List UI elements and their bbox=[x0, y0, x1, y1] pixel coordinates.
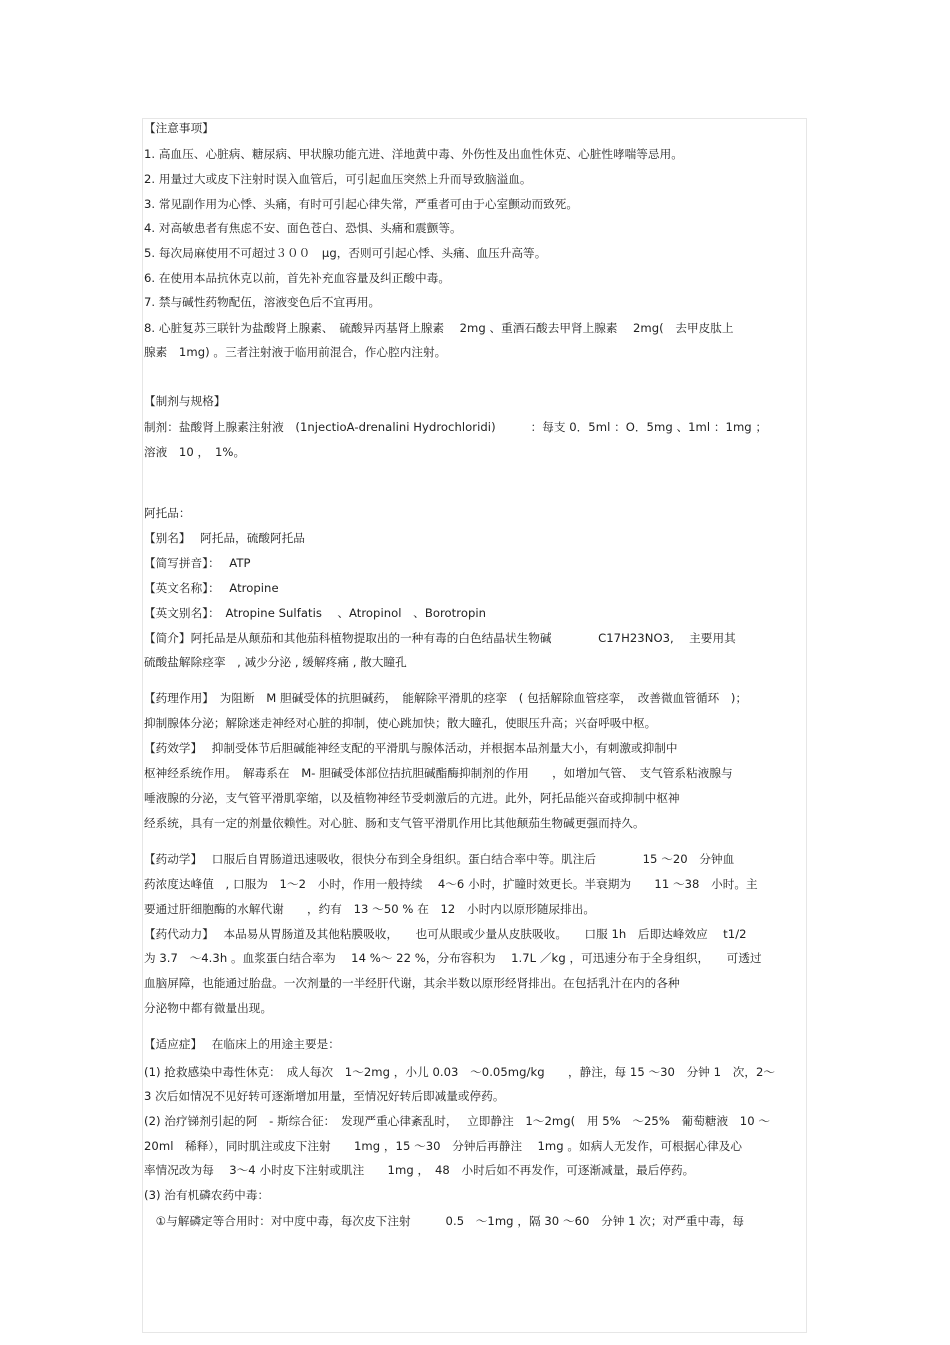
pharmacokinetics-text-continued: 药浓度达峰值 , 口服为 1～2 小时，作用一般持续 4～6 小时，扩瞳时效更长。半衰期为 11 ～38 小时。主 bbox=[144, 877, 758, 891]
pharmacodynamics-text-continued: 枢神经系统作用。 解毒系在 M- 胆碱受体部位拮抗胆碱酯酶抑制剂的作用 ，如增加气管、 支气管系粘液腺与 bbox=[144, 766, 733, 780]
pharmacokinetics-text: 【药动学】 口服后自胃肠道迅速吸收，很快分布到全身组织。蛋白结合率中等。肌注后 15 ～20 分钟血 bbox=[144, 852, 735, 866]
precaution-item: 6. 在使用本品抗休克以前，首先补充血容量及纠正酸中毒。 bbox=[144, 271, 450, 285]
english-alias-line: 【英文别名】： Atropine Sulfatis 、Atropinol 、Borotropin bbox=[144, 606, 487, 620]
drug-kinetics-text-continued: 为 3.7 ～4.3h 。血浆蛋白结合率为 14 %～ 22 %，分布容积为 1.7L ／kg ，可迅速分布于全身组织， 可透过 bbox=[144, 951, 762, 965]
preparation-text-continued: 溶液 10 ， 1%。 bbox=[144, 445, 246, 459]
indication-item-continued: 20ml 稀释），同时肌注或皮下注射 1mg ，15 ～30 分钟后再静注 1mg 。如病人无发作，可根据心律及心 bbox=[144, 1139, 743, 1153]
precaution-item: 1. 高血压、心脏病、糖尿病、甲状腺功能亢进、洋地黄中毒、外伤性及出血性休克、心脏性哮喘等忌用。 bbox=[144, 147, 683, 161]
pinyin-abbrev-line: 【简写拼音】： ATP bbox=[144, 556, 251, 570]
introduction-text: 【简介】阿托品是从颠茄和其他茄科植物提取出的一种有毒的白色结晶状生物碱 C17H23NO3, 主要用其 bbox=[144, 631, 736, 645]
precaution-item: 4. 对高敏患者有焦虑不安、面色苍白、恐惧、头痛和震颤等。 bbox=[144, 221, 462, 235]
indication-item: (1) 抢救感染中毒性休克： 成人每次 1～2mg ，小儿 0.03 ～0.05mg/kg ，静注，每 15 ～30 分钟 1 次，2～ bbox=[144, 1065, 776, 1079]
precaution-item: 5. 每次局麻使用不可超过３００ μg，否则可引起心悸、头痛、血压升高等。 bbox=[144, 246, 547, 260]
preparation-text: 制剂：盐酸肾上腺素注射液 (1njectioA-drenalini Hydrochloridi) ：每支 0．5ml ：O．5mg 、1ml ：1mg ； bbox=[144, 420, 768, 434]
pharmacodynamics-text: 【药效学】 抑制受体节后胆碱能神经支配的平滑肌与腺体活动，并根据本品剂量大小，有刺激或抑制中 bbox=[144, 741, 678, 755]
indication-item-continued: 3 次后如情况不见好转可逐渐增加用量，至情况好转后即减量或停药。 bbox=[144, 1089, 505, 1103]
indication-item-continued: 率情况改为每 3～4 小时皮下注射或肌注 1mg ， 48 小时后如不再发作，可逐渐减量，最后停药。 bbox=[144, 1163, 695, 1177]
alias-line: 【别名】 阿托品，硫酸阿托品 bbox=[144, 531, 305, 545]
pharmacology-text-continued: 抑制腺体分泌；解除迷走神经对心脏的抑制，使心跳加快；散大瞳孔，使眼压升高；兴奋呼吸中枢。 bbox=[144, 716, 657, 730]
indication-item: (3) 治有机磷农药中毒： bbox=[144, 1188, 270, 1202]
section-heading-preparations: 【制剂与规格】 bbox=[144, 394, 226, 408]
drug-kinetics-text: 【药代动力】 本品易从胃肠道及其他粘膜吸收， 也可从眼或少量从皮肤吸收。 口服 1h 后即达峰效应 t1/2 bbox=[144, 927, 747, 941]
drug-title: 阿托品： bbox=[144, 506, 191, 520]
indication-item: (2) 治疗锑剂引起的阿 - 斯综合征： 发现严重心律紊乱时， 立即静注 1～2mg( 用 5% ～25% 葡萄糖液 10 ～ bbox=[144, 1114, 771, 1128]
drug-kinetics-text-continued: 分泌物中都有微量出现。 bbox=[144, 1001, 273, 1015]
introduction-text-continued: 硫酸盐解除痉挛 , 减少分泌 , 缓解疼痛 , 散大瞳孔 bbox=[144, 655, 407, 669]
precaution-item: 8. 心脏复苏三联针为盐酸肾上腺素、 硫酸异丙基肾上腺素 2mg 、重酒石酸去甲肾上腺素 2mg( 去甲皮肽上 bbox=[144, 321, 734, 335]
precaution-item: 7. 禁与碱性药物配伍，溶液变色后不宜再用。 bbox=[144, 295, 381, 309]
indication-subitem: ①与解磷定等合用时：对中度中毒，每次皮下注射 0.5 ～1mg ，隔 30 ～60 分钟 1 次；对严重中毒，每 bbox=[144, 1214, 745, 1228]
precaution-item: 3. 常见副作用为心悸、头痛，有时可引起心律失常，严重者可由于心室颤动而致死。 bbox=[144, 197, 579, 211]
section-heading-precautions: 【注意事项】 bbox=[144, 121, 214, 135]
precaution-item: 2. 用量过大或皮下注射时误入血管后，可引起血压突然上升而导致脑溢血。 bbox=[144, 172, 532, 186]
section-heading-indications: 【适应症】 在临床上的用途主要是： bbox=[144, 1037, 340, 1051]
pharmacokinetics-text-continued: 要通过肝细胞酶的水解代谢 ，约有 13 ～50 % 在 12 小时内以原形随尿排出。 bbox=[144, 902, 596, 916]
pharmacodynamics-text-continued: 唾液腺的分泌，支气管平滑肌挛缩，以及植物神经节受刺激后的亢进。此外，阿托品能兴奋或抑制中枢神 bbox=[144, 791, 680, 805]
pharmacodynamics-text-continued: 经系统，具有一定的剂量依赖性。对心脏、肠和支气管平滑肌作用比其他颠茄生物碱更强而持久。 bbox=[144, 816, 645, 830]
drug-kinetics-text-continued: 血脑屏障，也能通过胎盘。一次剂量的一半经肝代谢，其余半数以原形经肾排出。在包括乳汁在内的各种 bbox=[144, 976, 680, 990]
pharmacology-text: 【药理作用】 为阻断 M 胆碱受体的抗胆碱药， 能解除平滑肌的痉挛 ( 包括解除血管痉挛， 改善微血管循环 )； bbox=[144, 691, 748, 705]
document-page bbox=[142, 118, 807, 1333]
english-name-line: 【英文名称】： Atropine bbox=[144, 581, 279, 595]
precaution-item-continued: 腺素 1mg) 。三者注射液于临用前混合，作心腔内注射。 bbox=[144, 345, 447, 359]
